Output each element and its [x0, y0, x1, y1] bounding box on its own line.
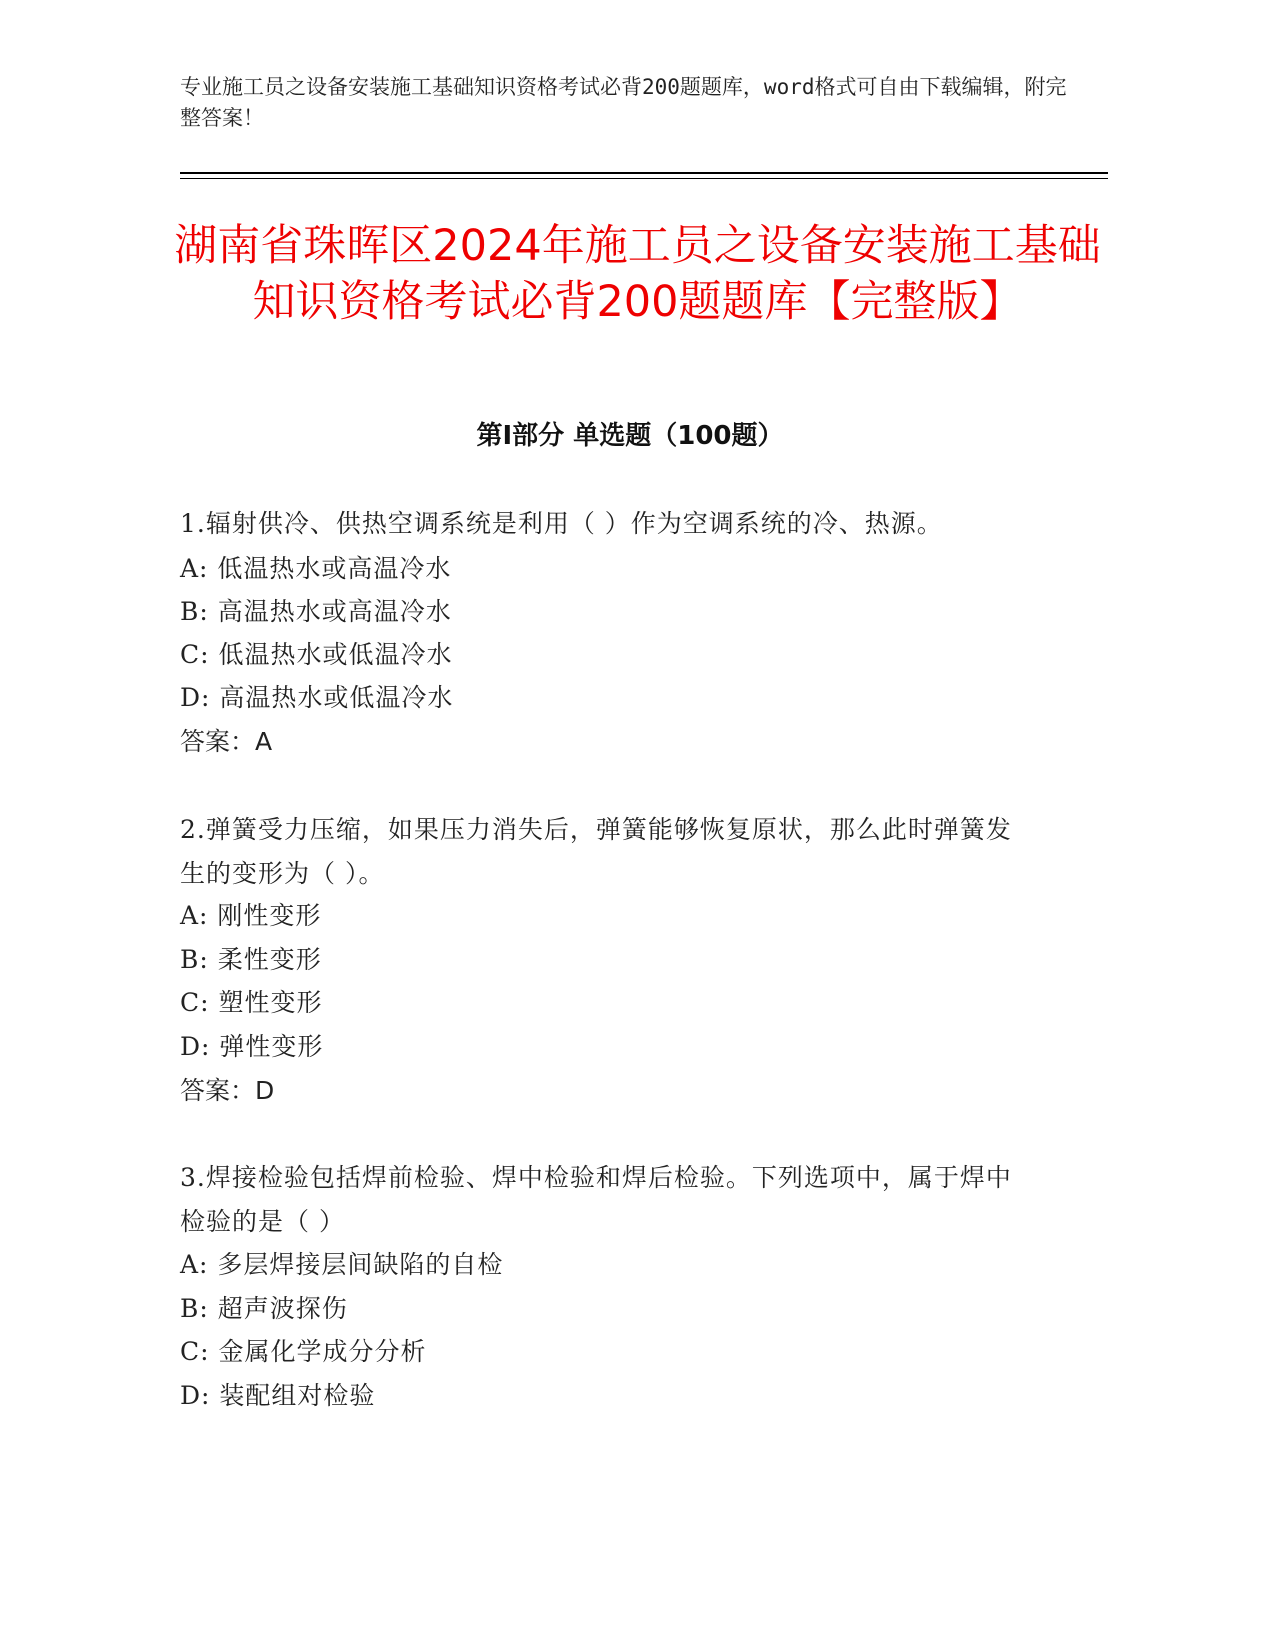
question-2-option-d: D: 弹性变形 — [180, 1032, 324, 1061]
question-1-option-a: A: 低温热水或高温冷水 — [180, 554, 452, 583]
question-1-stem: 1.辐射供冷、供热空调系统是利用（ ）作为空调系统的冷、热源。 — [180, 509, 943, 538]
question-2-stem: 2.弹簧受力压缩，如果压力消失后，弹簧能够恢复原状，那么此时弹簧发生的变形为（ ）。 — [180, 815, 1012, 888]
question-2-answer: 答案：D — [180, 1076, 275, 1105]
header-divider-thin — [180, 178, 1108, 179]
question-1-option-b: B: 高温热水或高温冷水 — [180, 597, 452, 626]
question-1-answer: 答案：A — [180, 727, 273, 756]
question-1-option-c: C: 低温热水或低温冷水 — [180, 640, 453, 669]
header-divider-thick — [180, 172, 1108, 174]
question-3-option-c: C: 金属化学成分分析 — [180, 1337, 427, 1366]
question-2-option-b: B: 柔性变形 — [180, 945, 322, 974]
section-heading: 第Ⅰ部分 单选题（100题） — [476, 421, 784, 451]
question-2-option-a: A: 刚性变形 — [180, 901, 322, 930]
question-2-option-c: C: 塑性变形 — [180, 988, 323, 1017]
question-3-option-a: A: 多层焊接层间缺陷的自检 — [180, 1250, 504, 1279]
document-title: 湖南省珠晖区2024年施工员之设备安装施工基础知识资格考试必背200题题库【完整版】 — [174, 221, 1101, 327]
question-3-option-d: D: 装配组对检验 — [180, 1381, 376, 1410]
question-1-option-d: D: 高温热水或低温冷水 — [180, 683, 454, 712]
question-3-option-b: B: 超声波探伤 — [180, 1294, 348, 1323]
question-3-stem: 3.焊接检验包括焊前检验、焊中检验和焊后检验。下列选项中，属于焊中检验的是（ ） — [180, 1163, 1012, 1236]
header-note: 专业施工员之设备安装施工基础知识资格考试必背200题题库，word格式可自由下载编辑，附完整答案！ — [180, 75, 1067, 130]
